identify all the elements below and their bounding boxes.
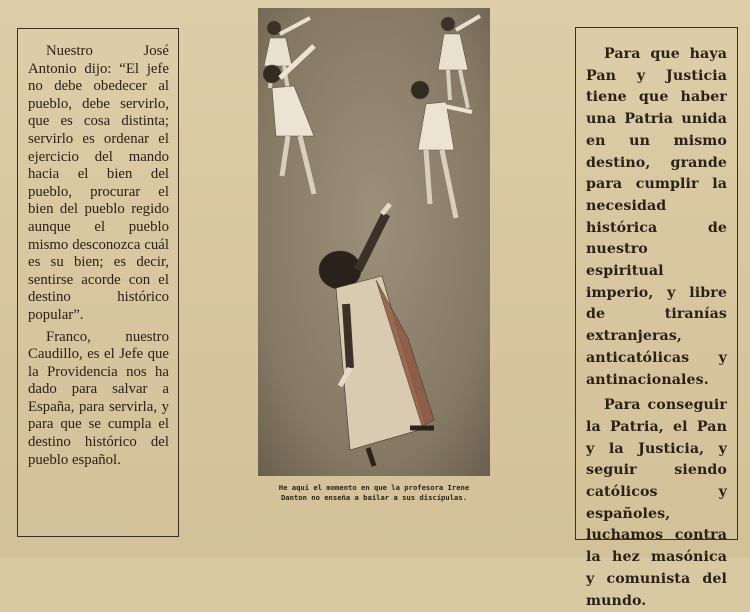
right-paragraph-2: Para conseguir la Patria, el Pan y la Justicia, y seguir siendo católicos y españoles, luchamos contra la hez masónica y comunista del mundo. (586, 397, 727, 609)
left-paragraph-1: Nuestro José Antonio dijo: “El jefe no debe obedecer al pueblo, debe servirlo, que es cosa distinta; servirlo es ordenar el ejercicio del mando hacia el bien del pueblo, procurar el bien del pueblo regido aunque el pueblo mismo desconozca cuál es su bien; es decir, sentirse acorde con el destino histórico popular”. (28, 43, 169, 323)
right-paragraph-1: Para que haya Pan y Justicia tiene que haber una Patria unida en un mismo destino, grande para cumplir la necesidad histórica de nuestro espiritual imperio, y libre de tiranías extranjeras, anticatólicas y antinacionales. (586, 46, 727, 388)
left-text-box (17, 28, 179, 537)
right-text-box (575, 27, 738, 609)
photo-caption (258, 483, 490, 502)
dance-class-photo (258, 8, 490, 476)
caption-line-2: Danton no enseña a bailar a sus discípulas. (280, 492, 468, 502)
left-paragraph-2: Franco, nuestro Caudillo, es el Jefe que la Providencia nos ha dado para salvar a España, para servirla, y para que se cumpla el destino histórico del pueblo español. (28, 328, 169, 468)
photo-illustration (258, 8, 490, 476)
caption-line-1: He aquí el momento en que la profesora Irene (278, 483, 470, 492)
